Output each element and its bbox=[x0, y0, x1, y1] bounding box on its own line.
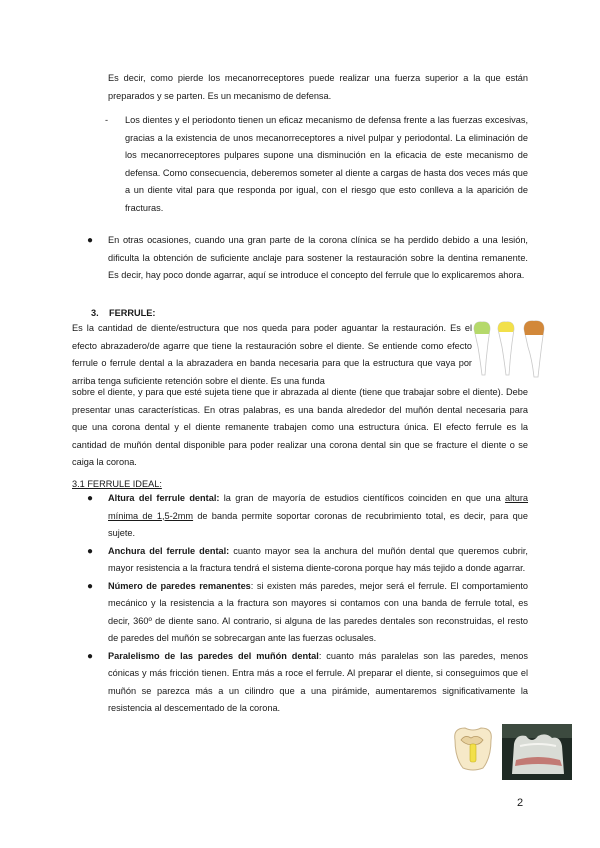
item-text: cuanto mayor sea la anchura del muñón dental que queremos cubrir, mayor resistencia a la fractura tendrá el sistema diente-corona porque hay más tejido a donde agarrar. bbox=[108, 545, 528, 573]
ideal-ferrule-list bbox=[87, 490, 529, 718]
teeth-illustration bbox=[470, 319, 550, 383]
tooth-icon bbox=[474, 322, 490, 375]
list-item bbox=[87, 543, 528, 578]
list-item bbox=[87, 490, 529, 543]
bullet-marker: ● bbox=[87, 493, 94, 504]
section-title: FERRULE: bbox=[109, 308, 156, 318]
bullet-marker: ● bbox=[87, 545, 94, 557]
dash-item-text: Los dientes y el periodonto tienen un eficaz mecanismo de defensa frente a las fuerzas excesivas, gracias a la existencia de unos mecanorreceptores a nivel pulpar y periodontal. La eliminación de los mecanorreceptores pulpares supone una disminución en la eficacia de este mecanismo de defensa. Como consecuencia, deberemos someter al diente a cargas de hasta dos veces más que a un diente vital para que responda por igual, con el riesgo que esto conlleva a la aparición de fracturas. bbox=[125, 115, 528, 213]
item-text-end: de banda permite soportar coronas de recubrimiento total, es decir, para que sujete. bbox=[108, 510, 528, 538]
ferrule-definition-rest: sobre el diente, y para que esté sujeta tiene que ir abrazada al diente (tiene que trabajar sobre el diente). Debe presentar unas características. En otras palabras, es una banda alrededor del muñón dental necesaria para que una corona dental y el diente remanente trabajen como una estructura única. El efecto ferrule es la cantidad de muñón dental disponible para poder realizar una corona dental sin que se fracture el diente o se caiga la corona. bbox=[72, 387, 528, 467]
bullet-item-text: En otras ocasiones, cuando una gran parte de la corona clínica se ha perdido debido a una lesión, dificulta la obtención de suficiente anclaje para sostener la restauración sobre la dentina remanente. Es decir, hay poco donde agarrar, aquí se introduce el concepto del ferrule que lo explicaremos ahora. bbox=[108, 235, 528, 280]
section-number: 3. bbox=[91, 308, 99, 318]
tooth-icon bbox=[524, 321, 544, 377]
item-label: Paralelismo de las paredes del muñón dental bbox=[108, 650, 319, 661]
bullet-marker: ● bbox=[87, 580, 94, 592]
item-label: Número de paredes remanentes bbox=[108, 580, 251, 591]
item-underline: altura mínima de 1,5-2mm bbox=[108, 493, 529, 521]
tooth-icon bbox=[498, 322, 514, 375]
list-item bbox=[87, 578, 528, 648]
item-label: Anchura del ferrule dental: bbox=[108, 545, 230, 556]
tooth-cross-section-image bbox=[449, 724, 497, 772]
intro-paragraph: Es decir, como pierde los mecanorreceptores puede realizar una fuerza superior a la que están preparados y se parten. Es un mecanismo de defensa. bbox=[108, 73, 528, 101]
bullet-marker: ● bbox=[87, 235, 94, 246]
dash-marker: - bbox=[105, 115, 109, 125]
item-text: : si existen más paredes, mejor será el ferrule. El comportamiento mecánico y la resistencia a la fractura son mayores si contamos con una banda de ferrule total, es decir, 360º de diente sano. Al contrario, si alguna de las paredes dentales son reconstruidas, el resto de paredes del muñón se sobrecargan ante las fuerzas oclusales. bbox=[108, 580, 528, 643]
item-text: : cuanto más paralelas son las paredes, menos cónicas y más fricción tienen. Entra más a roce el ferrule. Al preparar el diente, si conseguimos que el muñón se parezca más a un cilindro que a una pirámide, aumentaremos significativamente la resistencia al descementado de la corona. bbox=[108, 650, 528, 713]
prepared-tooth-photo bbox=[502, 724, 572, 780]
item-label: Altura del ferrule dental: bbox=[108, 493, 220, 503]
bullet-marker: ● bbox=[87, 650, 94, 662]
page-number: 2 bbox=[517, 797, 524, 809]
bullet-item-ocasiones bbox=[87, 232, 528, 285]
list-item bbox=[87, 648, 528, 718]
subsection-heading: 3.1 FERRULE IDEAL: bbox=[72, 479, 162, 489]
dash-list-item bbox=[105, 112, 528, 217]
ferrule-definition-top: Es la cantidad de diente/estructura que nos queda para poder aguantar la restauración. Es el efecto abrazadero/de agarre que tiene la restauración sobre el diente. Se entiende como efecto ferrule o ferrule dental a la abrazadera en banda necesaria para que la estructura que vaya por arriba tenga suficiente retención sobre el diente. Es una funda bbox=[72, 323, 472, 386]
item-text: la gran de mayoría de estudios científicos coinciden en que una bbox=[219, 493, 506, 503]
